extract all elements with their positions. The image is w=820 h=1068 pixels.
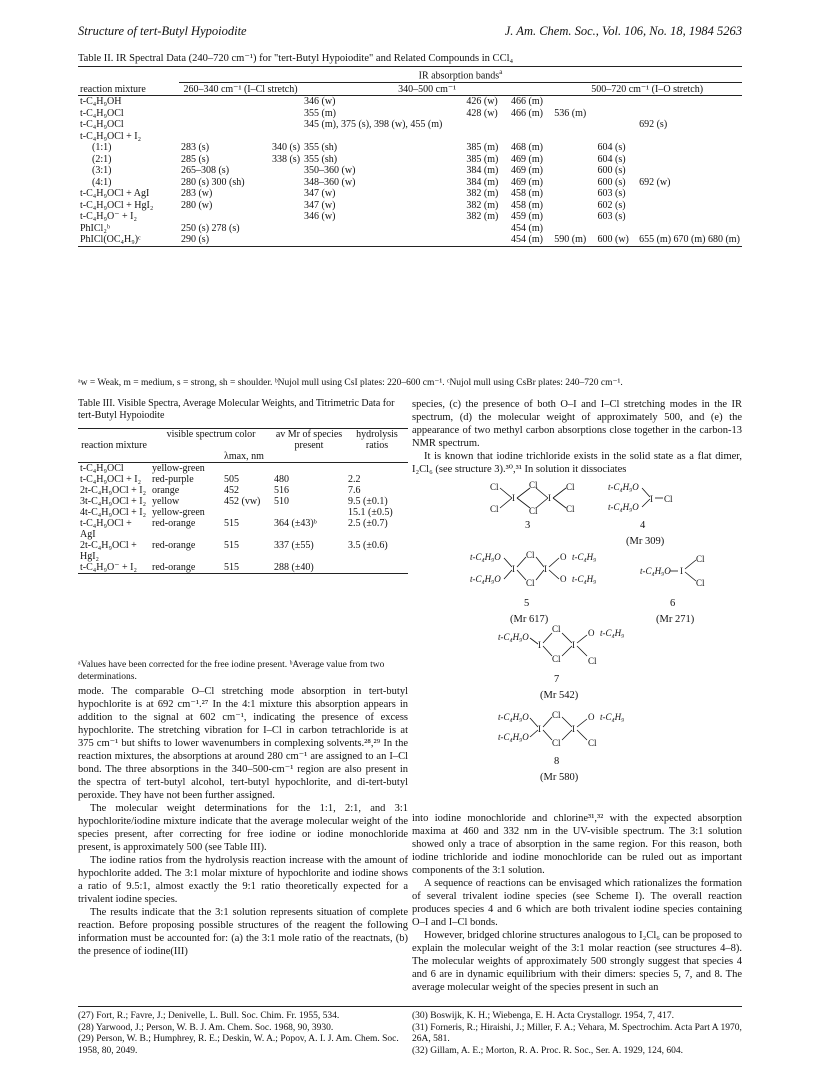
table2-cell: 590 (m) [554,234,587,246]
table2-cell: 454 (m) [511,222,543,234]
reference: (30) Boswijk, K. H.; Wiebenga, E. H. Acta Crystallogr. 1954, 7, 417. [412,1011,674,1021]
table3-cell: 515 [224,518,239,529]
table2-cell: t-C₄H₉O⁻ + I₂ [80,211,137,223]
table2-cell: 283 (w) [180,188,213,200]
running-header [78,24,742,42]
table2-cell [179,131,248,143]
svg-text:O: O [560,552,567,562]
table2-row [78,96,742,108]
table2-cell: 600 (s) [597,176,626,188]
table2-cell [595,223,637,235]
table2-cell: 290 (s) [180,234,210,246]
table2-group-header: IR absorption bands$^a$ [418,68,503,82]
table2-cell [248,234,302,246]
table3-cell: t-C₄H₉OCl + AgI [80,518,132,540]
table2-cell: 355 (m) [304,107,336,119]
table3-cell: 2.2 [348,474,361,485]
table2-cell: 285 (s) [180,153,210,165]
table3-cell [346,463,408,474]
table2-cell: 692 (s) [639,119,668,131]
table2-cell [552,96,595,108]
table2-cell [595,119,637,131]
svg-text:t-C₄H₉O: t-C₄H₉O [498,712,529,722]
svg-text:t-C₄H₉O: t-C₄H₉O [470,574,501,584]
svg-text:t-C₄H₉O: t-C₄H₉O [608,482,639,492]
table3 [78,428,408,574]
table2-cell: 355 (sh) [304,142,338,154]
table2-body [78,96,742,246]
table2-cell: 466 (m) [511,107,543,119]
table2-row [78,211,742,223]
table2-cell: 340 (s) [271,142,301,154]
table2-col-header: reaction mixture [80,83,146,95]
atom-cl: Cl [529,506,538,516]
table2-cell [637,211,742,223]
table2-cell: 382 (m) [466,211,499,223]
atom-cl: Cl [566,504,575,514]
structure-4-label: 4 [640,520,646,531]
table2-cell [509,119,552,131]
table2-cell: 602 (s) [597,199,626,211]
table3-row [78,496,408,507]
table2-cell [552,200,595,212]
structure-4-mr: (Mr 309) [626,536,665,547]
table2-cell: 346 (w) [304,96,336,108]
svg-text:t-C₄H₉O: t-C₄H₉O [498,632,529,642]
svg-text:I: I [650,494,653,504]
table2-cell [248,131,302,143]
reference: (27) Fort, R.; Favre, J.; Denivelle, L. Bull. Soc. Chim. Fr. 1955, 534. [78,1011,340,1021]
svg-text:O: O [560,574,567,584]
right-column-bottom-text [412,812,742,994]
table3-cell: 364 (±43)ᵇ [274,518,317,529]
table2-footnote: ᵃw = Weak, m = medium, s = strong, sh = shoulder. ᵇNujol mull using CsI plates: 220–600 cm⁻¹. ᶜNujol mull using CsBr plates: 240–720 cm⁻¹. [78,378,623,388]
table2-col-header: 340–500 cm⁻¹ [398,83,457,95]
structure-5-mr: (Mr 617) [510,614,549,625]
svg-text:Cl: Cl [588,738,597,748]
references-divider [78,1006,742,1007]
table2-cell [637,96,742,108]
table3-cell: red-purple [152,474,194,485]
table3-cell [346,562,408,574]
table2-cell [179,211,248,223]
table2-cell: 350–360 (w) [304,165,356,177]
svg-text:t-C₄H₉O: t-C₄H₉O [498,732,529,742]
table2-cell: 604 (s) [597,142,626,154]
svg-text:t-C₄H₉: t-C₄H₉ [600,628,625,638]
structure-8 [498,710,624,783]
svg-text:Cl: Cl [696,554,705,564]
table3-cell [222,507,272,518]
table2-cell: PhICl(OC₄H₉)ᶜ [80,234,141,246]
svg-text:t-C₄H₉O: t-C₄H₉O [608,502,639,512]
table3-cell: 452 (vw) [224,496,261,507]
table2-cell: 338 (s) [271,153,301,165]
table2-cell: 466 (m) [511,96,543,108]
svg-text:t-C₄H₉: t-C₄H₉ [572,552,597,562]
table2-cell: 458 (m) [511,199,543,211]
table2-cell: 603 (s) [597,188,626,200]
table2-cell [637,154,742,166]
table3-cell: 2t-C₄H₉OCl + HgI₂ [80,540,137,562]
atom-cl: Cl [490,482,499,492]
table3-cell: t-C₄H₉OCl + I₂ [80,474,142,485]
svg-text:t-C₄H₉O: t-C₄H₉O [640,566,671,576]
references-right [412,1011,742,1057]
table2-cell: 692 (w) [639,176,671,188]
table3-footnote: ᵃValues have been corrected for the free iodine present. ᵇAverage value from two determinations. [78,660,385,682]
table3-cell: 452 [224,485,239,496]
structure-4 [608,482,673,547]
table3-row [78,474,408,485]
structure-5 [470,550,596,625]
svg-text:I: I [538,724,541,734]
paragraph: It is known that iodine trichloride exists in the solid state as a flat dimer, I₂Cl₆ (see structure 3).³⁰,³¹ In solution it dissociates [412,451,742,475]
table2-row [78,108,742,120]
svg-text:Cl: Cl [552,624,561,634]
table3-row [78,463,408,474]
svg-text:Cl: Cl [588,656,597,666]
paragraph: A sequence of reactions can be envisaged which rationalizes the formation of several trivalent iodine species (see Scheme I). The overall reaction produces species 4 and 6 which are both trivalent iodine species containing O–I and I–Cl bonds. [412,878,742,928]
table3-cell: 515 [224,562,239,573]
atom-i: I [512,493,515,503]
reference: (28) Yarwood, J.; Person, W. B. J. Am. Chem. Soc. 1968, 90, 3930. [78,1022,334,1033]
table2-cell [179,96,248,108]
table2-cell [509,131,552,143]
svg-text:Cl: Cl [664,494,673,504]
structure-6 [640,554,705,625]
svg-text:t-C₄H₉: t-C₄H₉ [600,712,625,722]
table2-cell: 459 (m) [511,211,543,223]
table2-cell [637,223,742,235]
table2-cell: t-C₄H₉OCl [80,119,124,131]
table3-cell: 4t-C₄H₉OCl + I₂ [80,507,147,518]
table3-col-header: reaction mixture [81,440,147,451]
table2-cell [248,108,302,120]
table2-cell [464,223,509,235]
table2-cell: 348–360 (w) [304,176,356,188]
paragraph: The results indicate that the 3:1 solution represents situation of complete reaction. Before proposing possible structures of the reagent the following information must be accounted for: (a) the 3:1 mole ratio of the reactnats, (b) the presence of iodine(III) [78,907,408,957]
table2-cell: 603 (s) [597,211,626,223]
structure-5-label: 5 [524,598,530,609]
table2-cell: t-C₄H₉OH [80,96,122,108]
table3-row [78,507,408,518]
table2-cell [464,119,509,131]
table2-cell [248,200,302,212]
atom-i: I [548,493,551,503]
svg-text:Cl: Cl [526,550,535,560]
table2-cell [552,119,595,131]
table2-row [78,119,742,131]
table2-cell [302,234,464,246]
table2-cell [552,142,595,154]
table3-cell: t-C₄H₉O⁻ + I₂ [80,562,137,573]
table2-cell: 382 (m) [466,199,499,211]
svg-text:I: I [538,640,541,650]
table2-cell: t-C₄H₉OCl + I₂ [80,130,142,142]
svg-text:I: I [572,724,575,734]
table2-cell [637,165,742,177]
table2-cell: 382 (m) [466,188,499,200]
svg-text:Cl: Cl [552,654,561,664]
table2-caption: Table II. IR Spectral Data (240–720 cm⁻¹) for "tert-Butyl Hypoiodite" and Related Compounds in CCl₄ [78,53,514,64]
svg-text:Cl: Cl [696,578,705,588]
table3-cell: 516 [274,485,289,496]
table2-cell: 600 (s) [597,165,626,177]
table2-cell: 280 (w) [180,199,213,211]
left-column-text [78,685,408,958]
table2-cell [637,108,742,120]
table3-col-header: av Mr of species present [275,429,343,451]
table2-cell [637,142,742,154]
table3-col-header: hydrolysis ratios [356,429,398,451]
structure-7-label: 7 [554,674,560,685]
paragraph: However, bridged chlorine structures analogous to I₂Cl₆ can be proposed to explain the molecular weight of the 3:1 molar reaction (see structures 4–8). The molecular weights of approximately 500 strongly suggest that species 4 and 6 are in dynamic equilibrium with their dimers: species 5, 7, and 8. The average molecular weight of the species present in such an [412,930,742,993]
svg-text:Cl: Cl [552,710,561,720]
table2-cell [248,177,302,189]
table3-body [78,463,408,574]
table2-cell: 536 (m) [554,107,587,119]
table2-row [78,188,742,200]
table2-cell [248,188,302,200]
table2-cell [595,96,637,108]
table2-cell: 355 (sh) [304,153,338,165]
table2-cell: 385 (m) [466,142,499,154]
table2-cell: 347 (w) [304,188,336,200]
table2-cell: 283 (s) [180,142,210,154]
chemical-structures-figure [412,478,742,848]
table2-cell: 346 (w) [304,211,336,223]
table3-cell: red-orange [152,540,196,551]
table3-cell: yellow-green [152,507,205,518]
table2-cell: 250 (s) 278 (s) [180,222,240,234]
structure-8-mr: (Mr 580) [540,772,579,783]
table2-cell: PhICl₂ᵇ [80,222,110,234]
table3-cell: 480 [274,474,289,485]
table3-cell: t-C₄H₉OCl [80,463,124,474]
table2-cell [302,223,464,235]
table2-cell [464,131,509,143]
table3-cell: 3.5 (±0.6) [348,540,388,551]
table3-cell: 505 [224,474,239,485]
table2-cell: 265–308 (s) [180,165,230,177]
table2-row [78,223,742,235]
table2-cell [302,131,464,143]
right-column-top-text [412,398,742,476]
table2 [78,66,742,247]
table2-cell [637,200,742,212]
table2-cell: 469 (m) [511,176,543,188]
table3-cell: 3t-C₄H₉OCl + I₂ [80,496,147,507]
table3-col-header: λmax, nm [224,451,264,462]
svg-text:t-C₄H₉O: t-C₄H₉O [470,552,501,562]
table3-cell: 288 (±40) [274,562,314,573]
table2-cell: 468 (m) [511,142,543,154]
table3-cell [272,507,346,518]
table2-cell: (3:1) [92,165,112,177]
table3-row [78,485,408,496]
table2-cell: t-C₄H₉OCl + AgI [80,188,150,200]
table2-cell [248,223,302,235]
table2-cell [595,108,637,120]
paragraph: into iodine monochloride and chlorine³¹,³² with the expected absorption maxima at 460 and 332 nm in the UV-visible spectrum. The 3:1 solution showed only a trace of absorption in the same region. For this reason, both iodine trichloride and iodine monochloride can be ruled out as important components of the 3:1 solution. [412,813,742,876]
table2-cell: t-C₄H₉OCl + HgI₂ [80,199,154,211]
table2-cell [248,211,302,223]
table2-cell: 345 (m), 375 (s), 398 (w), 455 (m) [304,119,443,131]
svg-text:I: I [572,640,575,650]
table2-cell: 280 (s) 300 (sh) [180,176,245,188]
table3-cell: 510 [274,496,289,507]
table3-cell: 9.5 (±0.1) [348,496,388,507]
svg-text:I: I [544,564,547,574]
table2-cell: (4:1) [92,176,112,188]
table2-cell [552,154,595,166]
table2-col-header: 500–720 cm⁻¹ (I–O stretch) [591,83,704,95]
table2-col-header: 260–340 cm⁻¹ (I–Cl stretch) [183,83,298,95]
svg-text:Cl: Cl [552,738,561,748]
structure-6-label: 6 [670,598,676,609]
table3-col-header: visible spectrum color [166,429,256,440]
paragraph: species, (c) the presence of both O–I and I–Cl stretching modes in the IR spectrum, (d) the molecular weight of approximately 500, and (e) the appearance of two methyl carbon absorptions close together in the carbon-13 NMR spectrum. [412,399,742,449]
table2-cell: 469 (m) [511,153,543,165]
table2-row [78,177,742,189]
table2-cell [248,96,302,108]
table2-cell [552,131,595,143]
atom-cl: Cl [490,504,499,514]
atom-cl: Cl [566,482,575,492]
table2-row [78,142,742,154]
table2-cell [595,131,637,143]
table2-row [78,200,742,212]
table2-cell [552,177,595,189]
table2-cell: 384 (m) [466,176,499,188]
table2-cell: 426 (w) [466,96,498,108]
table2-cell: 385 (m) [466,153,499,165]
table2-cell [637,188,742,200]
table3-row [78,540,408,562]
running-title: Structure of tert-Butyl Hypoiodite [78,24,247,38]
table2-cell [248,165,302,177]
svg-text:t-C₄H₉: t-C₄H₉ [572,574,597,584]
table2-cell: (1:1) [92,142,112,154]
table2-cell [248,119,302,131]
svg-text:Cl: Cl [526,578,535,588]
paragraph: mode. The comparable O–Cl stretching mode absorption in tert-butyl hypochlorite is at 692 cm⁻¹.²⁷ In the 4:1 mixture this absorption appears in addition to the signal at 602 cm⁻¹, indicating the presence of excess hypochlorite. The stretching vibration for I–Cl in carbon tetrachloride is at 375 cm⁻¹ but shifts to lower wavenumbers in complexing solvents.²⁸,²⁹ In the reaction mixtures, the absorptions at around 280 cm⁻¹ are assigned to an I–Cl bond. The three absorptions in the 340–500-cm⁻¹ region are also present in the spectra of tert-butyl alcohol, tert-butyl hypochlorite, and di-tert-butyl peroxide. They have not been further assigned. [78,686,408,801]
structure-8-label: 8 [554,756,560,767]
svg-text:O: O [588,712,595,722]
table3-cell: yellow [152,496,180,507]
references-left [78,1011,408,1057]
table3-cell: 7.6 [348,485,361,496]
table2-cell: 655 (m) 670 (m) 680 (m) [639,234,740,246]
table3-cell: red-orange [152,562,196,573]
paragraph: The molecular weight determinations for the 1:1, 2:1, and 3:1 hypochlorite/iodine mixture indicate that the average molecular weight of the species present, after correcting for free iodine or iodine monochloride present, is approximately 500 (see Table III). [78,803,408,853]
table2-cell [637,131,742,143]
structure-3 [500,488,566,508]
journal-citation: J. Am. Chem. Soc., Vol. 106, No. 18, 1984 5263 [504,24,742,38]
table3-cell: red-orange [152,518,196,529]
table3-cell: orange [152,485,180,496]
structure-6-mr: (Mr 271) [656,614,695,625]
table2-cell [464,234,509,246]
table3-row [78,518,408,540]
table2-row [78,131,742,143]
table3-cell: 515 [224,540,239,551]
structure-7 [498,624,624,701]
table2-cell: 384 (m) [466,165,499,177]
table3-cell: 2t-C₄H₉OCl + I₂ [80,485,147,496]
table2-cell: 428 (w) [466,107,498,119]
table2-cell [552,223,595,235]
table2-cell: t-C₄H₉OCl [80,107,124,119]
table3-row [78,562,408,574]
table2-cell: 347 (w) [304,199,336,211]
table2-cell [179,119,248,131]
table3-cell: yellow-green [152,463,205,474]
table3-cell: 2.5 (±0.7) [348,518,388,529]
structure-7-mr: (Mr 542) [540,690,579,701]
table2-cell: 604 (s) [597,153,626,165]
table2-row [78,165,742,177]
table3-cell [272,463,346,474]
structure-3-label: 3 [525,520,531,531]
svg-text:I: I [680,566,683,576]
table3-caption: Table III. Visible Spectra, Average Molecular Weights, and Titrimetric Data for tert-Butyl Hypoiodite [78,398,395,421]
table2-cell: (2:1) [92,153,112,165]
table2-cell [552,188,595,200]
table2-cell: 469 (m) [511,165,543,177]
atom-cl: Cl [529,480,538,490]
table3-cell: 15.1 (±0.5) [348,507,393,518]
table2-row [78,154,742,166]
paragraph: The iodine ratios from the hydrolysis reaction increase with the amount of hypochlorite added. The 3:1 molar mixture of hypochlorite and iodine shows a ratio of 9.5:1, almost exactly the 9:1 ratio theoretically expected for a trivalent iodine species. [78,855,408,905]
reference: (32) Gillam, A. E.; Morton, R. A. Proc. R. Soc., Ser. A. 1929, 124, 604. [412,1045,684,1056]
table2-cell [552,165,595,177]
reference: (31) Forneris, R.; Hiraishi, J.; Miller, F. A.; Vehara, M. Spectrochim. Acta Part A 1970, 26A, 581. [412,1022,742,1044]
table3-cell: 337 (±55) [274,540,314,551]
table2-row [78,234,742,246]
reference: (29) Person, W. B.; Humphrey, R. E.; Deskin, W. A.; Popov, A. I. J. Am. Chem. Soc. 1958, 80, 2049. [78,1034,399,1056]
svg-text:O: O [588,628,595,638]
table2-cell: 454 (m) [511,234,543,246]
svg-text:I: I [512,564,515,574]
table2-cell [552,211,595,223]
table3-cell [222,463,272,474]
table2-cell: 600 (w) [597,234,629,246]
table2-cell [179,108,248,120]
table2-cell: 458 (m) [511,188,543,200]
